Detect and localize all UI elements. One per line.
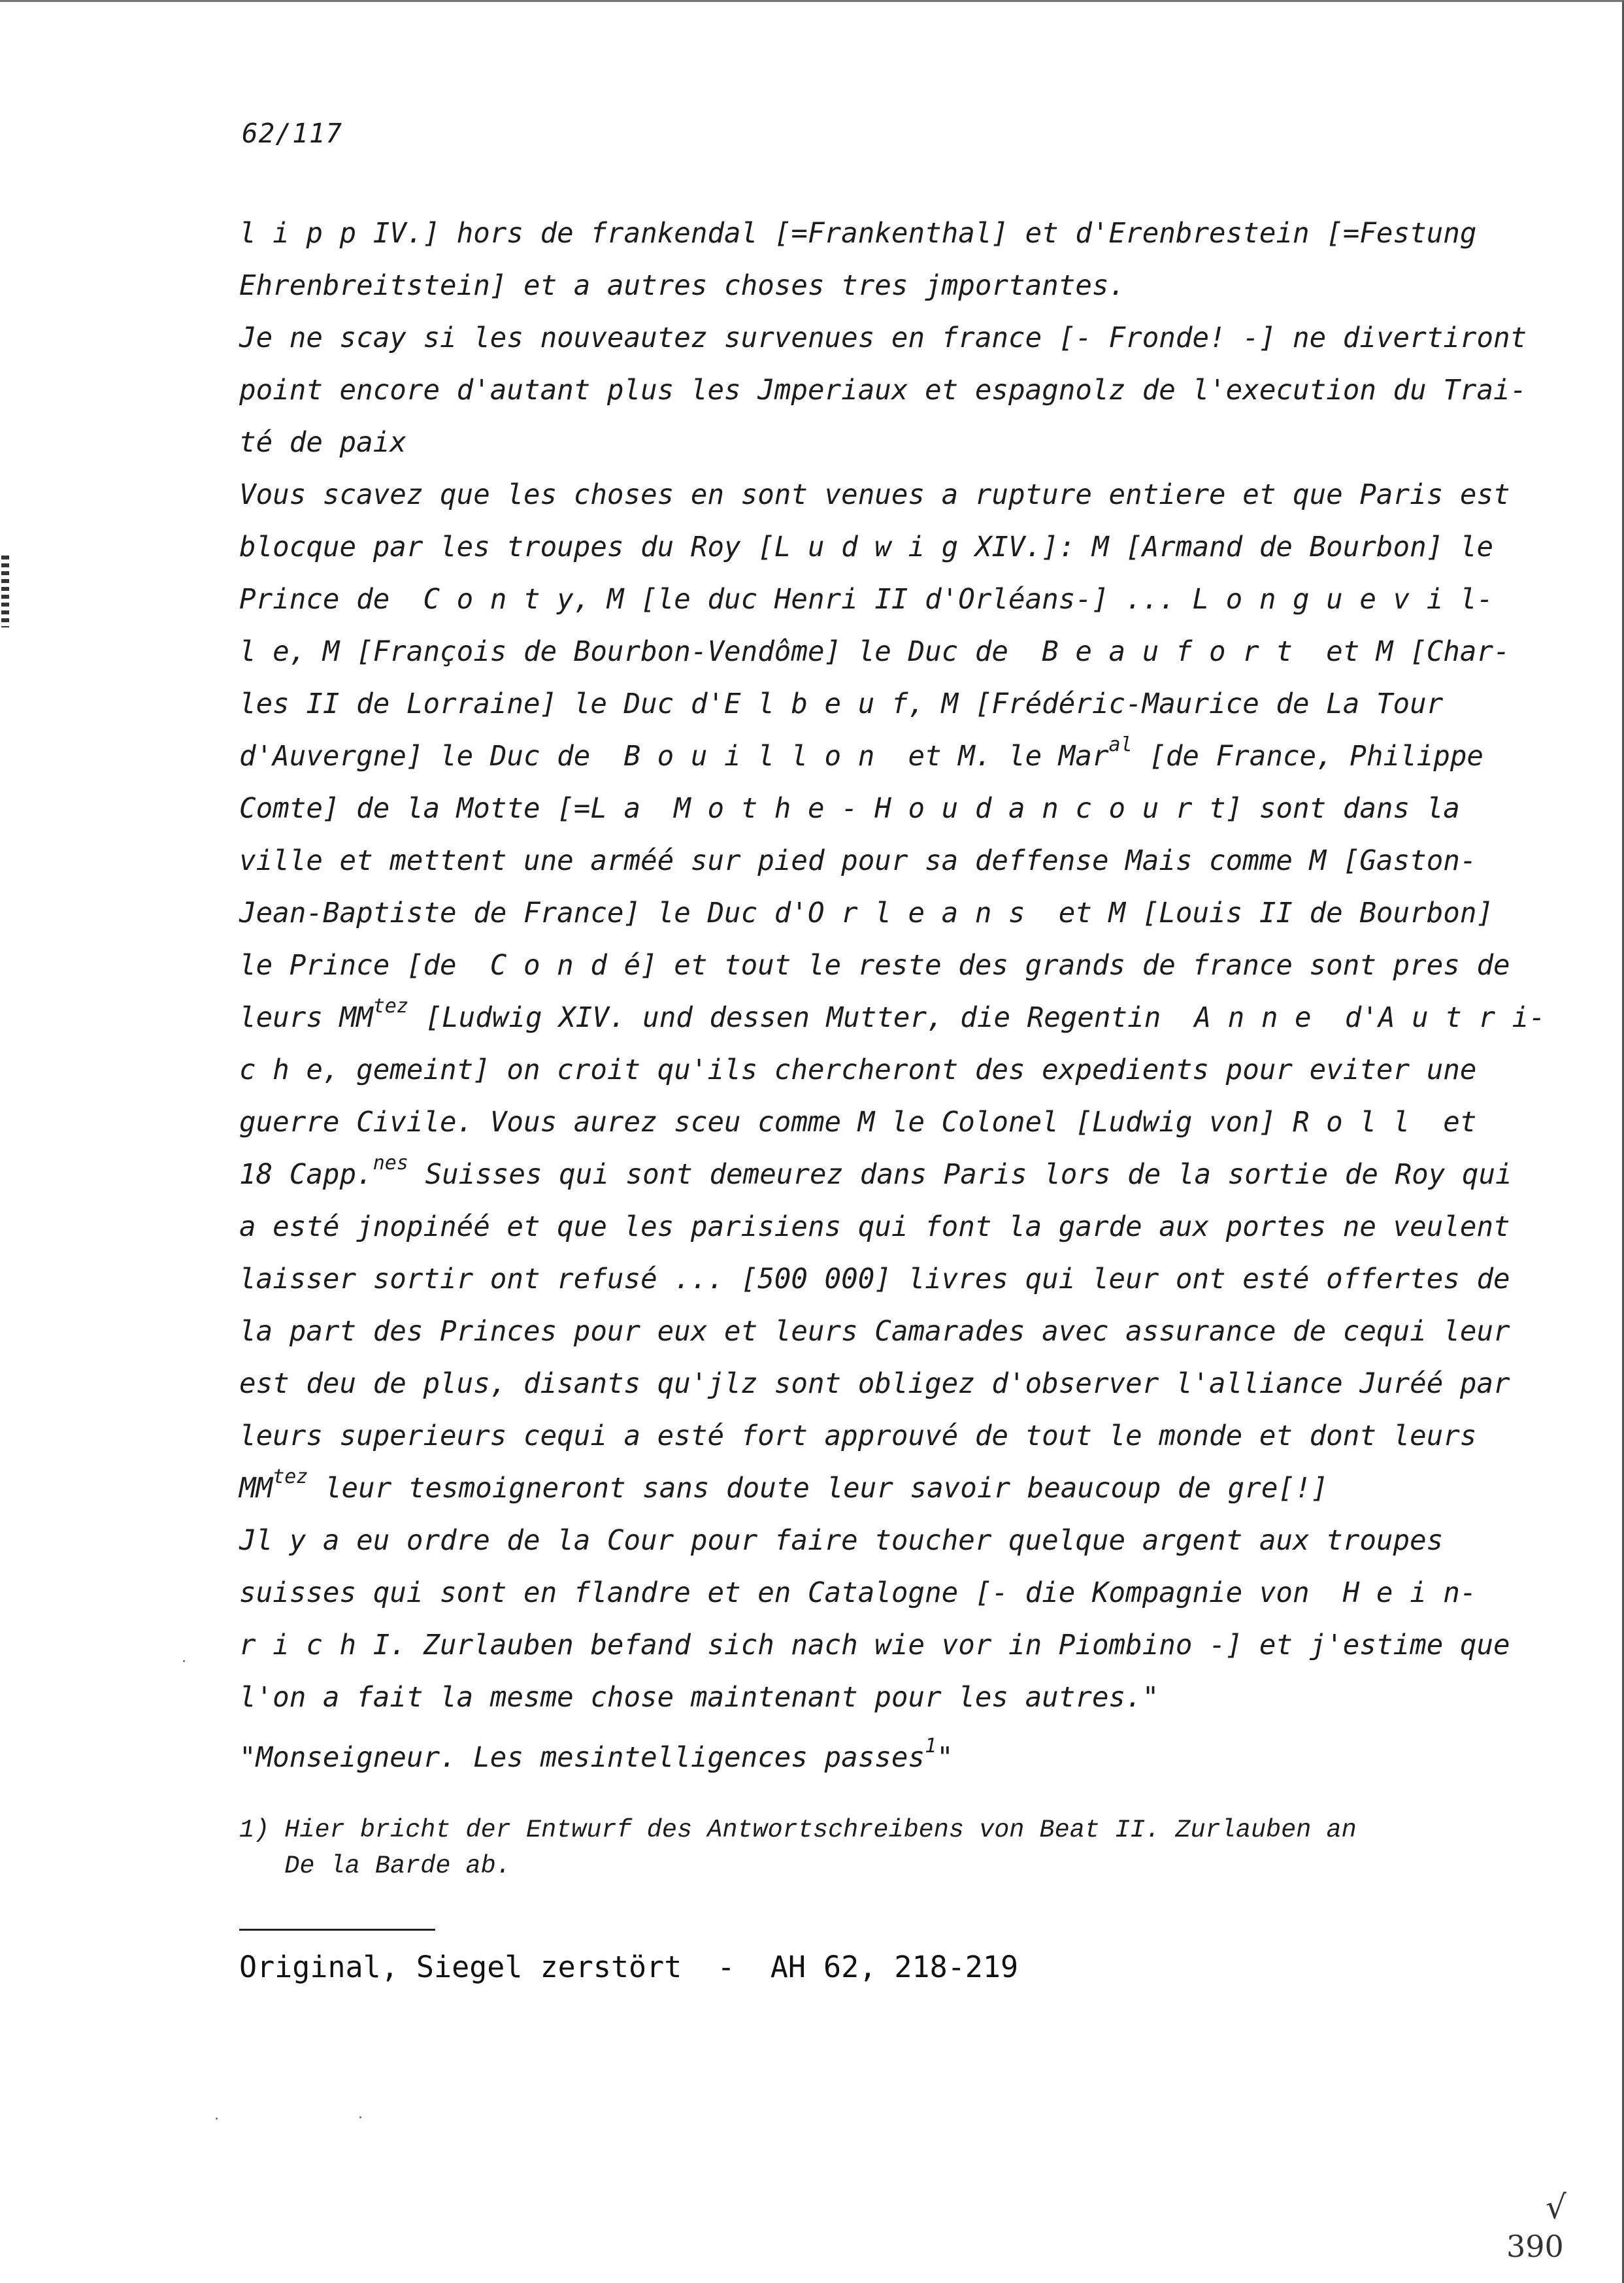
- superscript: nes: [373, 1152, 408, 1175]
- line-text: MM: [239, 1473, 273, 1505]
- handwritten-archive-number: 390: [1506, 2229, 1564, 2264]
- body-line: laisser sortir ont refusé ... [500 000] livres qui leur ont esté offertes de: [239, 1263, 1510, 1295]
- body-line: ville et mettent une arméé sur pied pour sa deffense Mais comme M [Gaston-: [239, 845, 1477, 877]
- quote-closing: ": [936, 1742, 953, 1774]
- body-line: suisses qui sont en flandre et en Catalogne [- die Kompagnie von H e i n-: [239, 1577, 1477, 1609]
- body-line: les II de Lorraine] le Duc d'E l b e u f, M [Frédéric-Maurice de La Tour: [239, 688, 1444, 720]
- line-text: d'Auvergne] le Duc de B o u i l l o n et M. le Mar: [239, 741, 1109, 773]
- superscript: tez: [273, 1465, 308, 1488]
- body-line: [239, 1149, 1566, 1201]
- footnote-line: De la Barde ab.: [239, 1852, 511, 1880]
- footnote: [239, 1812, 1579, 1884]
- body-line: c h e, gemeint] on croit qu'ils chercheront des expedients pour eviter une: [239, 1054, 1477, 1086]
- line-text: [de France, Philippe: [1132, 741, 1484, 773]
- footnote-line: 1) Hier bricht der Entwurf des Antwortschreibens von Beat II. Zurlauben an: [239, 1816, 1357, 1844]
- footnote-divider: [239, 1929, 435, 1931]
- line-text: 18 Capp.: [239, 1159, 373, 1191]
- page-number: 62/117: [242, 118, 343, 149]
- body-line: té de paix: [239, 427, 406, 459]
- body-line: r i c h I. Zurlauben befand sich nach wie vor in Piombino -] et j'estime que: [239, 1629, 1510, 1661]
- body-line: l e, M [François de Bourbon-Vendôme] le Duc de B e a u f o r t et M [Char-: [239, 636, 1510, 668]
- body-line: [239, 1463, 1566, 1515]
- body-line: a esté jnopinéé et que les parisiens qui font la garde aux portes ne veulent: [239, 1211, 1510, 1243]
- letter-body: [239, 208, 1566, 1724]
- line-text: [Ludwig XIV. und dessen Mutter, die Regentin A n n e d'A u t r i-: [408, 1002, 1546, 1034]
- body-line: point encore d'autant plus les Jmperiaux et espagnolz de l'execution du Trai-: [239, 375, 1527, 407]
- body-line: guerre Civile. Vous aurez sceu comme M le Colonel [Ludwig von] R o l l et: [239, 1107, 1477, 1139]
- body-line: leurs superieurs cequi a esté fort approuvé de tout le monde et dont leurs: [239, 1420, 1477, 1452]
- handwritten-check-mark: √: [1546, 2188, 1566, 2226]
- paper-speck: [183, 1660, 185, 1662]
- body-line: [239, 731, 1566, 783]
- line-text: leur tesmoigneront sans doute leur savoir beaucoup de gre[!]: [308, 1473, 1329, 1505]
- body-line: la part des Princes pour eux et leurs Camarades avec assurance de cequi leur: [239, 1316, 1510, 1348]
- source-citation: Original, Siegel zerstört - AH 62, 218-219: [239, 1950, 1019, 1984]
- body-line: Comte] de la Motte [=L a M o t h e - H o u d a n c o u r t] sont dans la: [239, 793, 1460, 825]
- line-text: leurs MM: [239, 1002, 373, 1034]
- body-line: l'on a fait la mesme chose maintenant pour les autres.": [239, 1682, 1159, 1714]
- body-line: le Prince [de C o n d é] et tout le reste des grands de france sont pres de: [239, 950, 1510, 982]
- body-line: est deu de plus, disants qu'jlz sont obligez d'observer l'alliance Juréé par: [239, 1368, 1510, 1400]
- body-line: blocque par les troupes du Roy [L u d w i g XIV.]: M [Armand de Bourbon] le: [239, 531, 1494, 563]
- paper-speck: [359, 2116, 361, 2118]
- body-line: Vous scavez que les choses en sont venues a rupture entiere et que Paris est: [239, 479, 1510, 511]
- body-line: Je ne scay si les nouveautez survenues en france [- Fronde! -] ne divertiront: [239, 322, 1527, 354]
- superscript: al: [1108, 733, 1133, 756]
- body-line: [239, 992, 1566, 1044]
- margin-stamp-mark: [1, 556, 9, 627]
- closing-quote-line: [239, 1732, 953, 1784]
- footnote-reference: 1: [925, 1735, 937, 1758]
- line-text: Suisses qui sont demeurez dans Paris lors de la sortie de Roy qui: [408, 1159, 1512, 1191]
- body-line: Jl y a eu ordre de la Cour pour faire toucher quelque argent aux troupes: [239, 1525, 1444, 1557]
- body-line: Prince de C o n t y, M [le duc Henri II d'Orléans-] ... L o n g u e v i l-: [239, 584, 1494, 616]
- superscript: tez: [373, 995, 408, 1018]
- body-line: Jean-Baptiste de France] le Duc d'O r l e a n s et M [Louis II de Bourbon]: [239, 897, 1494, 929]
- body-line: Ehrenbreitstein] et a autres choses tres jmportantes.: [239, 270, 1126, 302]
- quote-text: "Monseigneur. Les mesintelligences passes: [239, 1742, 925, 1774]
- body-line: l i p p IV.] hors de frankendal [=Frankenthal] et d'Erenbrestein [=Festung: [239, 218, 1477, 250]
- paper-speck: [216, 2118, 218, 2120]
